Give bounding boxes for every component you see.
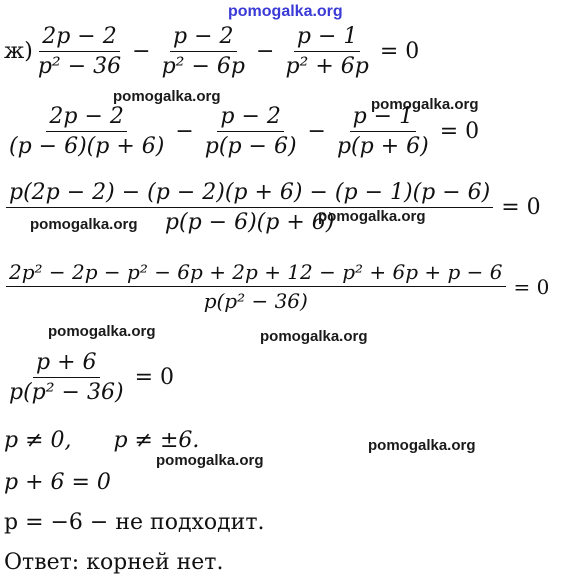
numerator: p − 2 — [217, 104, 284, 132]
operator: − — [175, 119, 194, 144]
numerator: p + 6 — [33, 350, 100, 378]
numerator: p − 1 — [294, 24, 361, 52]
equals-zero: = 0 — [379, 39, 420, 64]
denominator: p(p − 6)(p + 6) — [164, 210, 335, 235]
numerator: p − 1 — [350, 104, 417, 132]
numerator: p − 2 — [170, 24, 237, 52]
watermark: pomogalka.org — [260, 328, 368, 345]
equation-line-1 — [4, 24, 425, 79]
watermark: pomogalka.org — [48, 323, 156, 340]
equation-line-5 — [4, 350, 180, 405]
fraction-3 — [334, 104, 432, 159]
numerator: p(2p − 2) − (p − 2)(p + 6) − (p − 1)(p − 6) — [6, 180, 493, 208]
equation-line-3 — [4, 180, 547, 235]
fraction-1 — [6, 104, 167, 159]
equals-zero: = 0 — [501, 195, 541, 220]
simplified-fraction — [6, 350, 127, 405]
watermark: pomogalka.org — [368, 437, 476, 454]
watermark: pomogalka.org — [156, 452, 264, 469]
combined-fraction — [6, 180, 493, 235]
operator: − — [307, 119, 326, 144]
equation-line-8: p = −6 − не подходит. — [4, 510, 265, 535]
denominator: p² − 6p — [161, 54, 245, 79]
equals-zero: = 0 — [134, 365, 175, 390]
fraction-2 — [159, 24, 248, 79]
operator: − — [256, 39, 275, 64]
denominator: p² − 36 — [37, 54, 122, 79]
fraction-3 — [282, 24, 371, 79]
operator: − — [132, 39, 151, 64]
fraction-1 — [35, 24, 124, 79]
fraction-2 — [202, 104, 300, 159]
watermark: pomogalka.org — [113, 88, 221, 105]
watermark: pomogalka.org — [318, 208, 426, 225]
denominator: (p − 6)(p + 6) — [9, 134, 165, 159]
expanded-fraction — [6, 260, 506, 313]
equation-line-7: p + 6 = 0 — [4, 470, 111, 495]
answer-line: Ответ: корней нет. — [4, 550, 224, 575]
watermark: pomogalka.org — [30, 216, 138, 233]
equals-zero: = 0 — [513, 274, 550, 299]
domain-restriction: p ≠ 0, p ≠ ±6. — [4, 428, 200, 453]
numerator: 2p − 2 — [46, 104, 127, 132]
equation-line-4 — [4, 260, 555, 313]
numerator: 2p² − 2p − p² − 6p + 2p + 12 − p² + 6p + p − 6 — [6, 260, 506, 287]
equation-line-2 — [4, 104, 485, 159]
watermark-top: pomogalka.org — [228, 3, 343, 20]
denominator: p(p² − 36) — [9, 380, 124, 405]
numerator: 2p − 2 — [39, 24, 120, 52]
watermark: pomogalka.org — [371, 96, 479, 113]
problem-label: ж) — [4, 39, 33, 64]
equals-zero: = 0 — [439, 119, 480, 144]
denominator: p(p − 6) — [204, 134, 297, 159]
denominator: p² + 6p — [285, 54, 369, 79]
denominator: p(p + 6) — [336, 134, 429, 159]
denominator: p(p² − 36) — [203, 289, 308, 313]
